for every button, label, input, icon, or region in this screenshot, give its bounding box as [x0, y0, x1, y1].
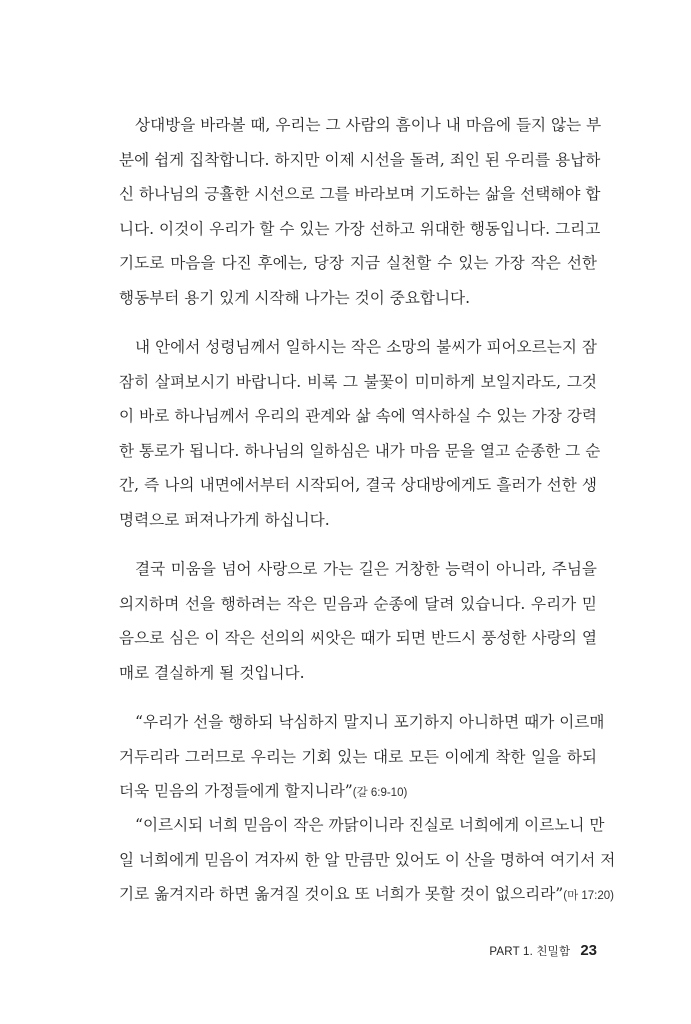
text-line: 매로 결실하게 될 것입니다.: [119, 663, 305, 682]
text-line: 명력으로 퍼져나가게 하십니다.: [119, 510, 330, 529]
text-line: 음으로 심은 이 작은 선의의 씨앗은 때가 되면 반드시 풍성한 사랑의 열: [119, 629, 597, 648]
quote-text: 더욱 믿음의 가정들에게 할지니라”: [119, 782, 353, 801]
text-line: 의지하며 선을 행하려는 작은 믿음과 순종에 달려 있습니다. 우리가 믿: [119, 594, 597, 613]
text-line: 니다. 이것이 우리가 할 수 있는 가장 선하고 위대한 행동입니다. 그리고: [119, 219, 601, 238]
chapter-label: PART 1. 친밀함: [489, 946, 571, 958]
paragraph-2: [119, 330, 601, 538]
scripture-reference: (갈 6:9-10): [352, 787, 408, 800]
text-line: “이르시되 너희 믿음이 작은 까닭이니라 진실로 너희에게 이르노니 만: [135, 816, 605, 834]
text-line: 신 하나님의 긍휼한 시선으로 그를 바라보며 기도하는 삶을 선택해야 합: [119, 185, 601, 204]
text-line: 분에 쉽게 집착합니다. 하지만 이제 시선을 돌려, 죄인 된 우리를 용납하: [119, 150, 601, 169]
text-line: 잠히 살펴보시기 바랍니다. 비록 그 불꽃이 미미하게 보일지라도, 그것: [119, 372, 597, 391]
text-line: 내 안에서 성령님께서 일하시는 작은 소망의 불씨가 피어오르는지 잠: [135, 338, 597, 356]
text-line: 일 너희에게 믿음이 겨자씨 한 알 만큼만 있어도 이 산을 명하여 여기서 저: [119, 850, 616, 869]
scripture-quote-2: [119, 808, 616, 912]
text-line: [119, 877, 614, 912]
quote-text: 기로 옮겨지라 하면 옮겨질 것이요 또 너희가 못할 것이 없으리라”: [119, 885, 564, 904]
paragraph-1: [119, 108, 602, 316]
text-line: 행동부터 용기 있게 시작해 나가는 것이 중요합니다.: [119, 288, 471, 307]
text-line: 한 통로가 됩니다. 하나님의 일하심은 내가 마음 문을 열고 순종한 그 순: [119, 441, 601, 460]
text-line: “우리가 선을 행하되 낙심하지 말지니 포기하지 아니하면 때가 이르매: [135, 713, 605, 731]
text-line: 상대방을 바라볼 때, 우리는 그 사람의 흠이나 내 마음에 들지 않는 부: [135, 116, 602, 134]
text-line: 기도로 마음을 다진 후에는, 당장 지금 실천할 수 있는 가장 작은 선한: [119, 254, 597, 273]
text-line: 이 바로 하나님께서 우리의 관계와 삶 속에 역사하실 수 있는 가장 강력: [119, 407, 597, 426]
page-number: 23: [580, 942, 597, 959]
text-line: 결국 미움을 넘어 사랑으로 가는 길은 거창한 능력이 아니라, 주님을: [135, 560, 597, 578]
scripture-quote-1: [119, 705, 605, 809]
text-line: 거두리라 그러므로 우리는 기회 있는 대로 모든 이에게 착한 일을 하되: [119, 747, 597, 766]
page-footer: [489, 942, 597, 966]
text-line: [119, 774, 597, 809]
paragraph-3: [119, 552, 597, 690]
scripture-reference: (마 17:20): [563, 890, 614, 903]
text-line: 간, 즉 나의 내면에서부터 시작되어, 결국 상대방에게도 흘러가 선한 생: [119, 476, 597, 495]
